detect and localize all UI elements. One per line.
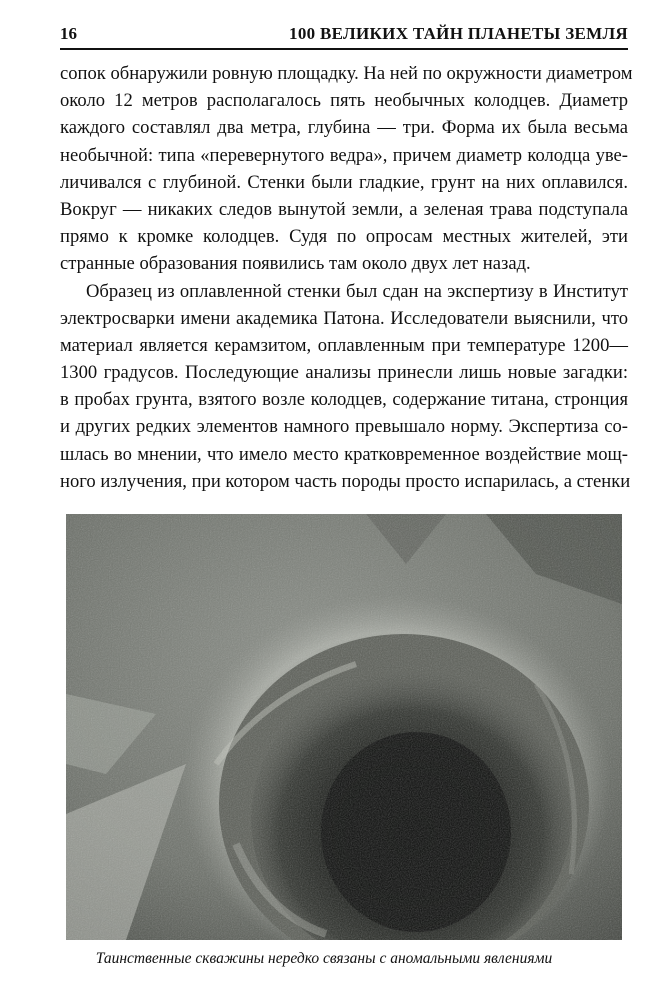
text-line: прямо к кромке колодцев. Судя по опросам местных жителей, эти: [60, 226, 628, 248]
text-line: личивался с глубиной. Стенки были гладкие, грунт на них оплавился.: [60, 171, 628, 193]
text-line: около 12 метров располагалось пять необычных колодцев. Диаметр: [60, 90, 628, 112]
text-line: ного излучения, при котором часть породы просто испарилась, а стенки: [60, 470, 631, 492]
text-line: электросварки имени академика Патона. Исследователи выяснили, что: [60, 307, 628, 329]
text-line: каждого составлял два метра, глубина — три. Форма их была весьма: [60, 117, 628, 139]
text-line: необычной: типа «перевернутого ведра», причем диаметр колодца уве-: [60, 144, 628, 166]
text-line: сопок обнаружили ровную площадку. На ней по окружности диаметром: [60, 63, 633, 84]
text-line: Вокруг — никаких следов вынутой земли, а зеленая трава подступала: [60, 198, 628, 220]
figure-caption: Таинственные скважины нередко связаны с аномальными явлениями: [95, 950, 553, 967]
body-text: [60, 60, 633, 495]
text-line: странные образования появились там около двух лет назад.: [60, 253, 531, 275]
well-photo-illustration: [66, 514, 622, 940]
text-line: материал является керамзитом, оплавленным при температуре 1200—: [60, 334, 628, 356]
running-title: 100 ВЕЛИКИХ ТАЙН ПЛАНЕТЫ ЗЕМЛЯ: [289, 24, 628, 43]
running-header: [60, 22, 628, 50]
page-number: 16: [60, 24, 77, 43]
paragraph-2: [60, 278, 631, 496]
text-line: и других редких элементов намного превышало норму. Экспертиза со-: [60, 416, 628, 438]
well-photo: [66, 514, 622, 940]
text-line: 1300 градусов. Последующие анализы принесли лишь новые загадки:: [60, 362, 628, 384]
text-line: шлась во мнении, что имело место кратковременное воздействие мощ-: [60, 443, 628, 465]
text-line: Образец из оплавленной стенки был сдан на экспертизу в Институт: [86, 280, 628, 302]
paragraph-1: [60, 60, 633, 278]
text-line: в пробах грунта, взятого возле колодцев, содержание титана, стронция: [60, 389, 628, 411]
